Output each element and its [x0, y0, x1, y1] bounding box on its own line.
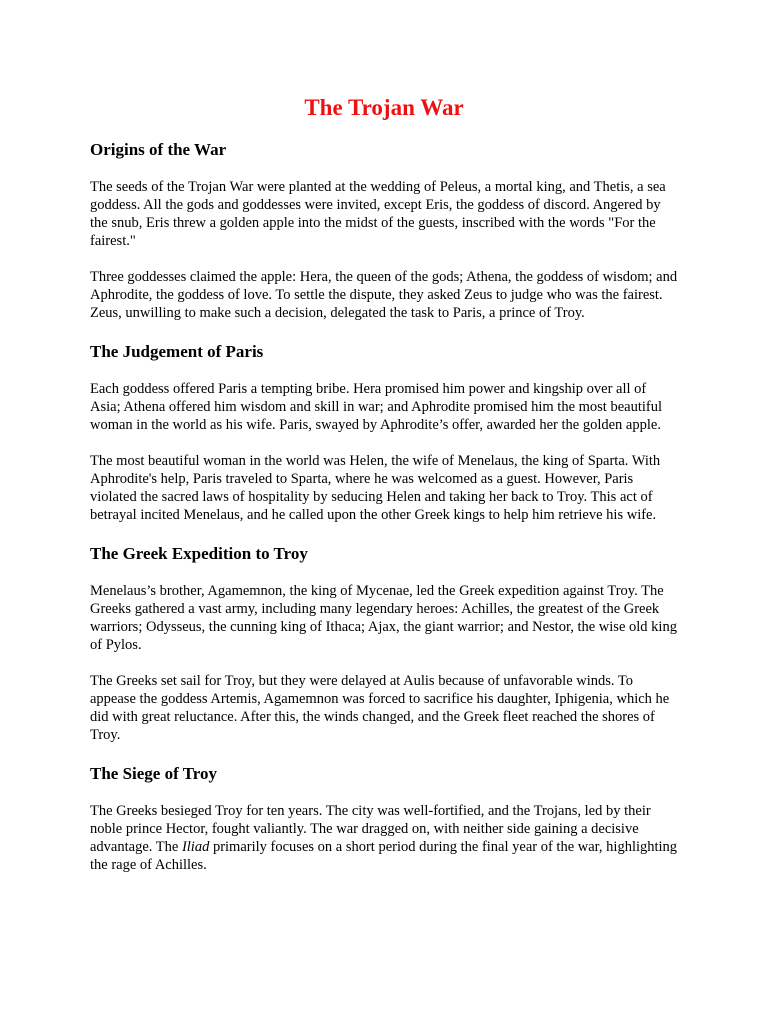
paragraph: Each goddess offered Paris a tempting bribe. Hera promised him power and kingship over all of Asia; Athena offered him wisdom and skill in war; and Aphrodite promised him the most beautiful woman in the world as his wife. Paris, swayed by Aphrodite’s offer, awarded her the golden apple. — [90, 381, 662, 433]
section-siege-of-troy — [90, 763, 678, 874]
paragraph: The most beautiful woman in the world was Helen, the wife of Menelaus, the king of Sparta. With Aphrodite's help, Paris traveled to Sparta, where he was welcomed as a guest. However, Paris violated the sacred laws of hospitality by seducing Helen and taking her back to Troy. This act of betrayal incited Menelaus, and he called upon the other Greek kings to help him retrieve his wife. — [90, 453, 661, 523]
paragraph: The seeds of the Trojan War were planted at the wedding of Peleus, a mortal king, and Thetis, a sea goddess. All the gods and goddesses were invited, except Eris, the goddess of discord. Angered by the snub, Eris threw a golden apple into the midst of the guests, inscribed with the words "For the fairest." — [90, 179, 666, 249]
section-heading: Origins of the War — [90, 140, 227, 159]
paragraph-text: primarily focuses on a short period during the final year of the war, highlighting the rage of Achilles. — [90, 839, 678, 873]
section-heading: The Judgement of Paris — [90, 342, 264, 361]
paragraph: Three goddesses claimed the apple: Hera, the queen of the gods; Athena, the goddess of wisdom; and Aphrodite, the goddess of love. To settle the dispute, they asked Zeus to judge who was the fairest. Zeus, unwilling to make such a decision, delegated the task to Paris, a prince of Troy. — [90, 269, 678, 321]
paragraph — [90, 802, 678, 874]
document-title: The Trojan War — [304, 95, 464, 120]
section-origins — [90, 139, 678, 322]
paragraph: Menelaus’s brother, Agamemnon, the king of Mycenae, led the Greek expedition against Troy. The Greeks gathered a vast army, including many legendary heroes: Achilles, the greatest of the Greek warriors; Odysseus, the cunning king of Ithaca; Ajax, the giant warrior; and Nestor, the wise old king of Pylos. — [90, 583, 677, 653]
section-heading: The Greek Expedition to Troy — [90, 544, 308, 563]
paragraph: The Greeks set sail for Troy, but they were delayed at Aulis because of unfavorable winds. To appease the goddess Artemis, Agamemnon was forced to sacrifice his daughter, Iphigenia, which he did with great reluctance. After this, the winds changed, and the Greek fleet reached the shores of Troy. — [90, 673, 670, 743]
paragraph-text: The Greeks besieged Troy for ten years. The city was well-fortified, and the Trojans, led by their noble prince Hector, fought valiantly. The war dragged on, with neither side gaining a decisive advantage. The — [90, 803, 651, 855]
book-title-italic: Iliad — [181, 839, 210, 855]
section-heading: The Siege of Troy — [90, 764, 218, 783]
section-judgement-of-paris — [90, 341, 678, 524]
section-greek-expedition — [90, 543, 678, 744]
